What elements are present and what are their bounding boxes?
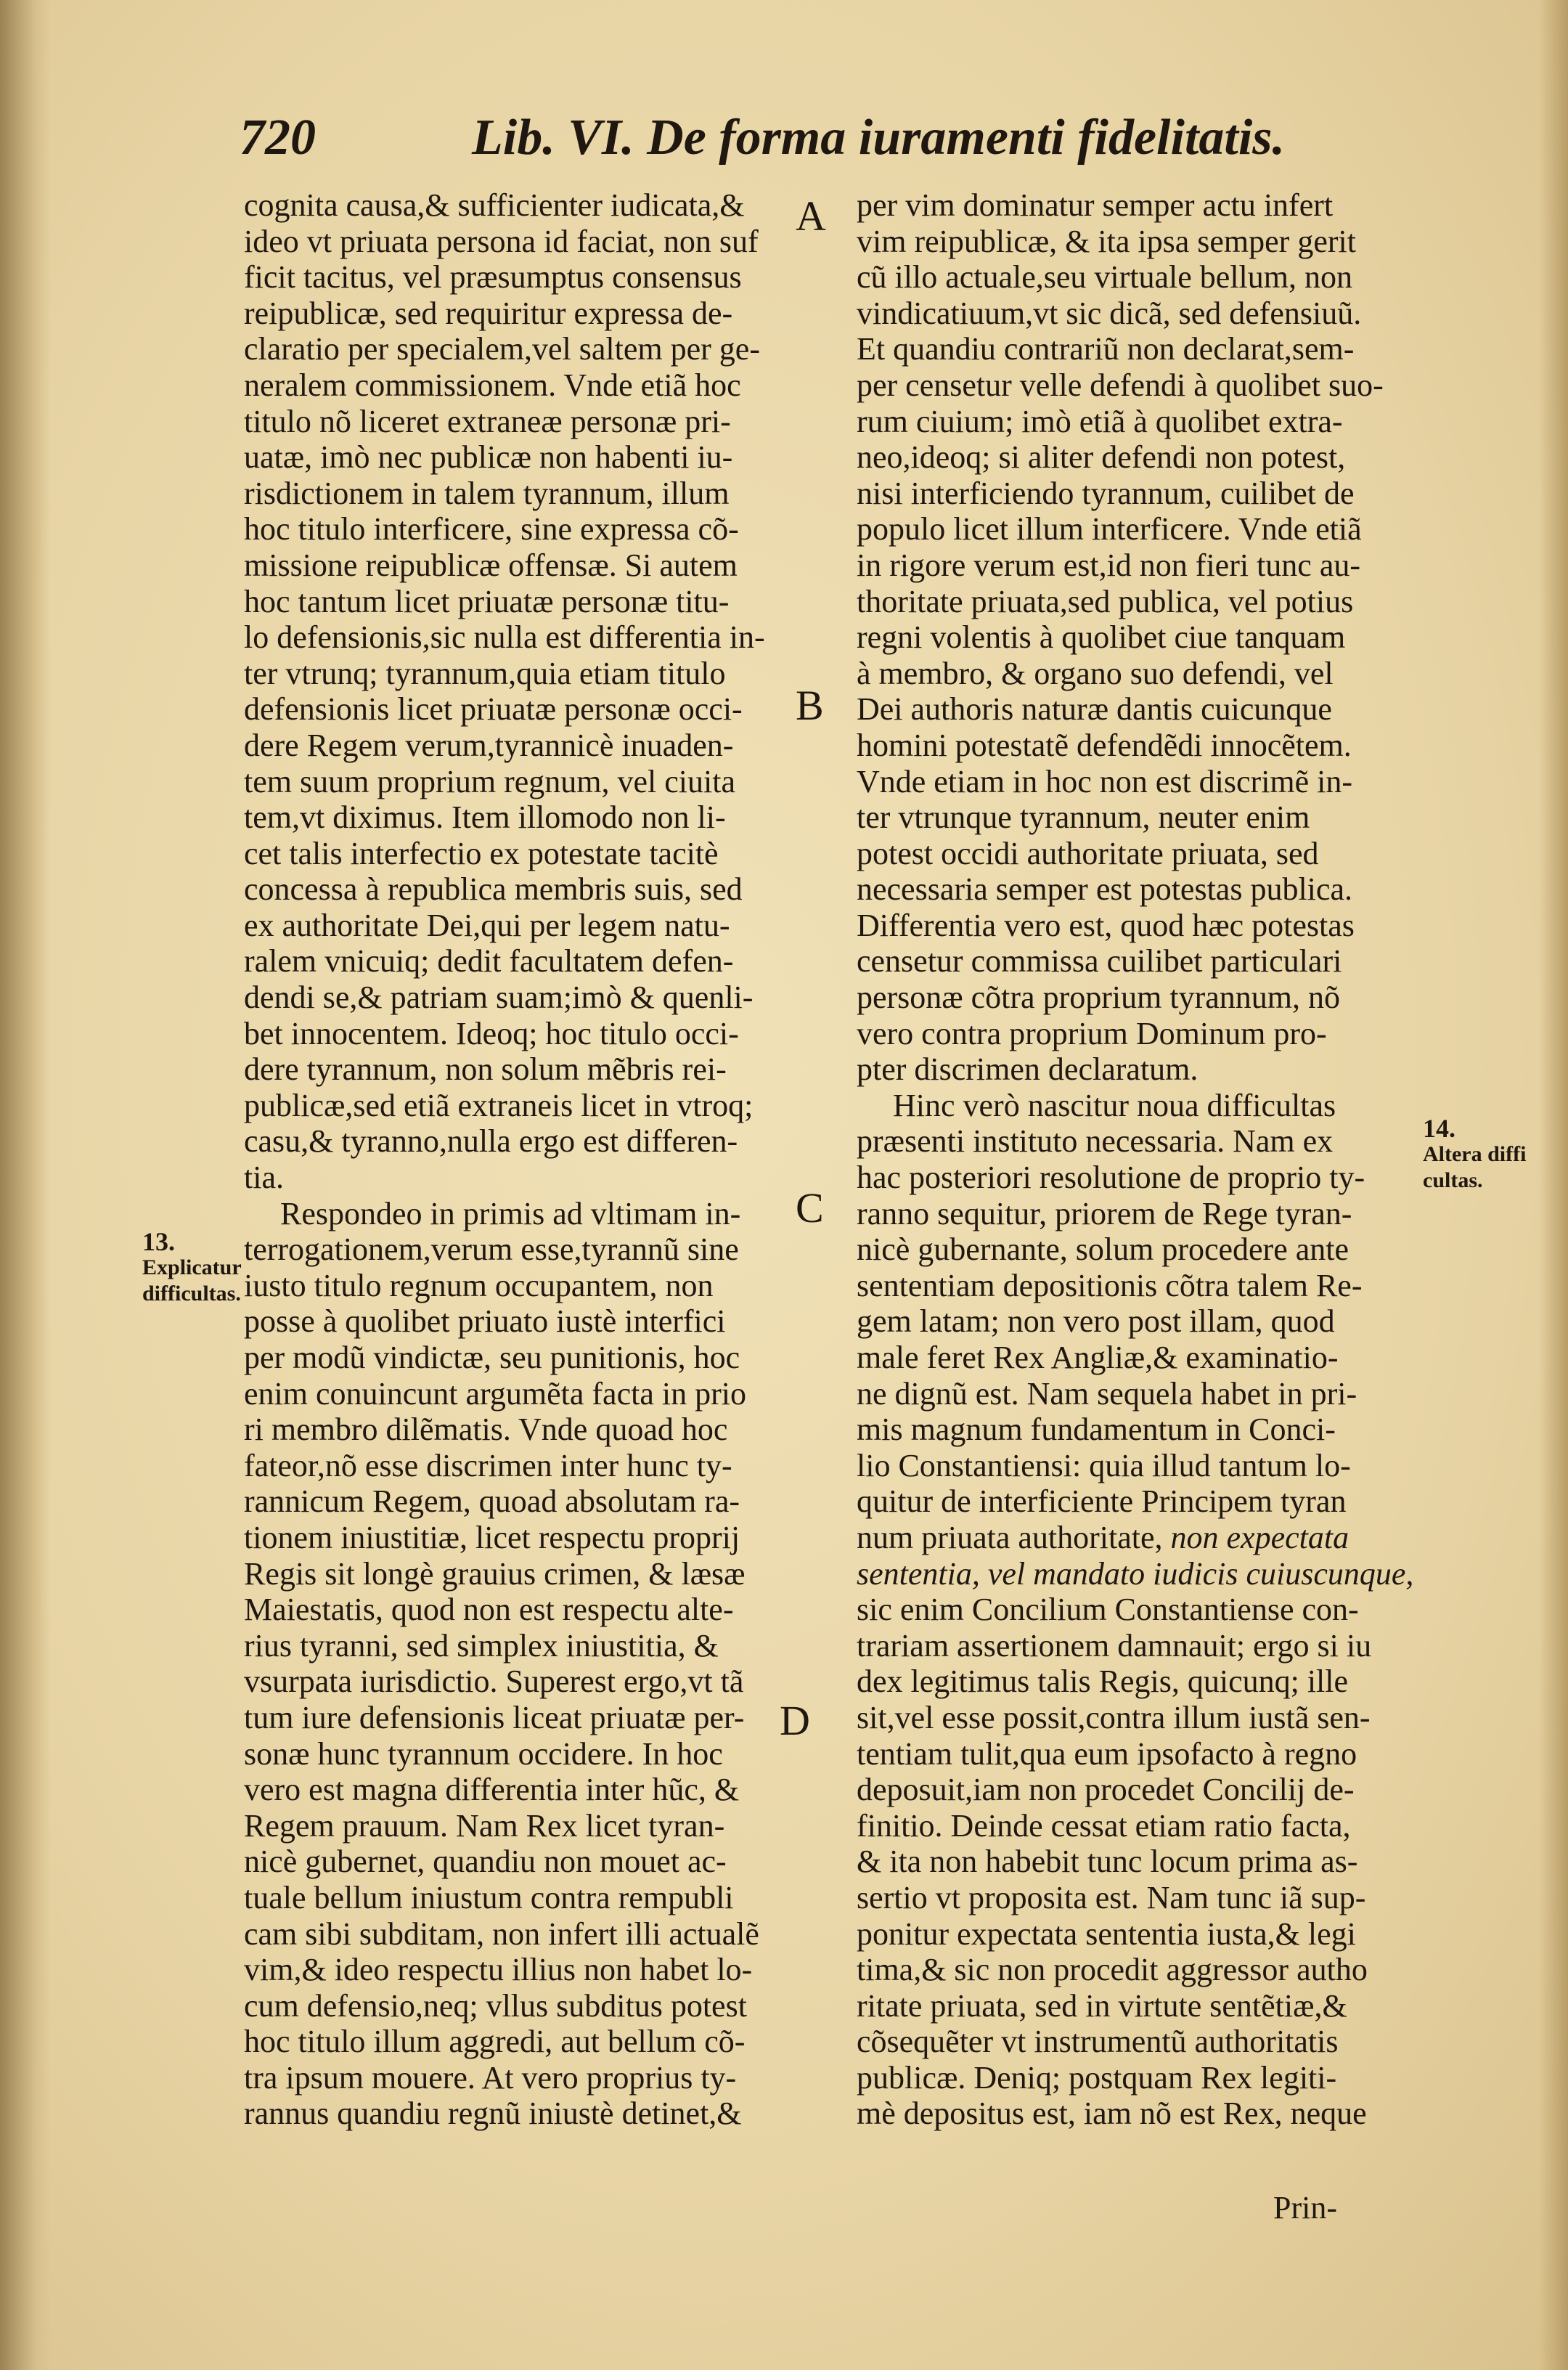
text-line: male feret Rex Angliæ,& examinatio- (857, 1340, 1339, 1375)
text-line: hoc titulo illum aggredi, aut bellum cõ- (244, 2024, 746, 2060)
text-line: titulo nõ liceret extraneæ personæ pri- (244, 403, 731, 439)
text-line: in rigore verum est,id non fieri tunc au- (857, 547, 1361, 583)
text-line: nisi interficiendo tyrannum, cuilibet de (857, 475, 1355, 511)
text-line: enim conuincunt argumẽta facta in prio (244, 1375, 746, 1412)
text-line: concessa à republica membris suis, sed (244, 871, 743, 908)
section-letter-a: A (796, 192, 826, 240)
text-line: num priuata authoritate, non expectata (857, 1519, 1349, 1555)
text-line: casu,& tyranno,nulla ergo est differen- (244, 1123, 738, 1160)
text-line: sic enim Concilium Constantiense con- (857, 1592, 1359, 1628)
text-line: reipublicæ, sed requiritur expressa de- (244, 295, 733, 331)
text-line: potest occidi authoritate priuata, sed (857, 835, 1319, 871)
text-line: ranno sequitur, priorem de Rege tyran- (857, 1195, 1352, 1231)
text-line: ter vtrunq; tyrannum,quia etiam titulo (244, 655, 726, 691)
text-line: tum iure defensionis liceat priuatæ per- (244, 1699, 745, 1735)
text-line: mè depositus est, iam nõ est Rex, neque (857, 2096, 1367, 2132)
text-line: vim reipublicæ, & ita ipsa semper gerit (857, 223, 1356, 259)
margin-note-line: difficultas. (142, 1282, 241, 1306)
text-line: lio Constantiensi: quia illud tantum lo- (857, 1447, 1351, 1483)
text-line: cũ illo actuale,seu virtuale bellum, non (857, 259, 1353, 296)
text-line: Dei authoris naturæ dantis cuicunque (857, 691, 1332, 728)
text-line: uatæ, imò nec publicæ non habenti iu- (244, 439, 733, 476)
text-line: rannicum Regem, quoad absolutam ra- (244, 1483, 740, 1520)
margin-note-line: Explicatur (142, 1255, 242, 1279)
text-line: ri membro dilẽmatis. Vnde quoad hoc (244, 1412, 728, 1448)
text-line: deposuit,iam non procedet Concilij de- (857, 1772, 1355, 1808)
text-line: vero est magna differentia inter hũc, & (244, 1772, 740, 1808)
text-line: thoritate priuata,sed publica, vel potius (857, 583, 1354, 619)
text-line: bet innocentem. Ideoq; hoc titulo occi- (244, 1015, 739, 1051)
page-header (240, 102, 1314, 182)
text-line: tima,& sic non procedit aggressor autho (857, 1952, 1368, 1988)
text-line: sententiam depositionis cõtra talem Re- (857, 1267, 1363, 1303)
text-line: dex legitimus talis Regis, quicunq; ille (857, 1664, 1349, 1700)
text-line: ralem vnicuiq; dedit facultatem defen- (244, 943, 734, 980)
text-line: Respondeo in primis ad vltimam in- (280, 1195, 741, 1231)
text-line: Vnde etiam in hoc non est discrimẽ in- (857, 763, 1353, 799)
text-line: dere tyrannum, non solum mẽbris rei- (244, 1051, 727, 1088)
text-line: ideo vt priuata persona id faciat, non suf (244, 223, 759, 259)
text-line: trariam assertionem damnauit; ergo si iu (857, 1627, 1372, 1664)
text-line: dendi se,& patriam suam;imò & quenli- (244, 980, 754, 1016)
text-line: cet talis interfectio ex potestate tacitè (244, 835, 719, 871)
text-line: rius tyranni, sed simplex iniustitia, & (244, 1627, 719, 1664)
text-line: & ita non habebit tunc locum prima as- (857, 1844, 1358, 1880)
text-line: ritate priuata, sed in virtute sentẽtiæ,& (857, 1987, 1347, 2024)
text-line: terrogationem,verum esse,tyrannũ sine (244, 1231, 739, 1268)
text-line: iusto titulo regnum occupantem, non (244, 1267, 714, 1303)
text-line: regni volentis à quolibet ciue tanquam (857, 619, 1346, 656)
text-line: ponitur expectata sententia iusta,& legi (857, 1915, 1356, 1952)
text-line: cum defensio,neq; vllus subditus potest (244, 1987, 747, 2024)
text-line: hac posteriori resolutione de proprio ty- (857, 1160, 1365, 1196)
text-line: dere Regem verum,tyrannicè inuaden- (244, 727, 734, 763)
text-line: ter vtrunque tyrannum, neuter enim (857, 799, 1310, 836)
text-line: sonæ hunc tyrannum occidere. In hoc (244, 1735, 723, 1772)
text-line: Regis sit longè grauius crimen, & læsæ (244, 1555, 746, 1592)
text-line: tionem iniustitiæ, licet respectu proprij (244, 1519, 740, 1555)
text-line: Differentia vero est, quod hæc potestas (857, 907, 1355, 943)
text-line: necessaria semper est potestas publica. (857, 871, 1352, 908)
text-line: sit,vel esse possit,contra illum iustã sen- (857, 1699, 1371, 1735)
text-line: hoc titulo interficere, sine expressa cõ- (244, 511, 739, 547)
page-edge-shadow (1539, 0, 1568, 2370)
text-line: rannus quandiu regnũ iniustè detinet,& (244, 2096, 742, 2132)
text-line: à membro, & organo suo defendi, vel (857, 655, 1334, 691)
text-line: mis magnum fundamentum in Conci- (857, 1412, 1336, 1448)
text-line: quitur de interficiente Principem tyran (857, 1483, 1347, 1520)
section-letter-c: C (796, 1184, 824, 1231)
text-line: claratio per specialem,vel saltem per ge- (244, 331, 760, 367)
text-line: cognita causa,& sufficienter iudicata,& (244, 187, 745, 223)
margin-note-line: cultas. (1423, 1168, 1483, 1192)
text-line: per modũ vindictæ, seu punitionis, hoc (244, 1340, 740, 1375)
text-line: homini potestatẽ defendẽdi innocẽtem. (857, 727, 1352, 763)
text-line: vero contra proprium Dominum pro- (857, 1015, 1327, 1051)
margin-note-14 (1423, 1115, 1526, 1194)
text-line: finitio. Deinde cessat etiam ratio facta, (857, 1807, 1351, 1844)
section-letter-d: D (780, 1697, 810, 1744)
text-line: publicæ,sed etiã extraneis licet in vtroq; (244, 1087, 754, 1123)
text-line: defensionis licet priuatæ personæ occi- (244, 691, 743, 728)
page-number: 720 (240, 110, 316, 166)
section-letter-b: B (796, 682, 824, 729)
text-line: censetur commissa cuilibet particulari (857, 943, 1342, 980)
text-line: Hinc verò nascitur noua difficultas (893, 1087, 1336, 1123)
text-line: vim,& ideo respectu illius non habet lo- (244, 1952, 753, 1988)
text-line: pter discrimen declaratum. (857, 1051, 1199, 1088)
text-line: tem,vt diximus. Item illomodo non li- (244, 799, 726, 836)
text-line: Regem prauum. Nam Rex licet tyran- (244, 1807, 725, 1844)
text-line: gem latam; non vero post illam, quod (857, 1303, 1335, 1340)
text-line: sententia, vel mandato iudicis cuiuscunque, (857, 1555, 1414, 1592)
text-line: Maiestatis, quod non est respectu alte- (244, 1592, 734, 1628)
text-line: nicè gubernante, solum procedere ante (857, 1231, 1349, 1268)
catchword: Prin- (1273, 2190, 1337, 2226)
text-line: fateor,nõ esse discrimen inter hunc ty- (244, 1447, 732, 1483)
right-text-column (857, 187, 1414, 2132)
text-line: tuale bellum iniustum contra rempubli (244, 1879, 734, 1915)
margin-note-number: 14. (1423, 1114, 1455, 1143)
text-line: risdictionem in talem tyrannum, illum (244, 475, 730, 511)
text-line: nicè gubernet, quandiu non mouet ac- (244, 1844, 727, 1880)
running-title: Lib. VI. De forma iuramenti fidelitatis. (472, 110, 1286, 166)
text-line: vsurpata iurisdictio. Superest ergo,vt tã (244, 1664, 744, 1700)
margin-note-line: Altera diffi (1423, 1142, 1527, 1166)
text-line: publicæ. Deniq; postquam Rex legiti- (857, 2059, 1337, 2096)
text-line: ex authoritate Dei,qui per legem natu- (244, 907, 730, 943)
text-line: sertio vt proposita est. Nam tunc iã sup- (857, 1879, 1366, 1915)
text-line: præsenti instituto necessaria. Nam ex (857, 1123, 1334, 1160)
text-line: tia. (244, 1160, 284, 1196)
text-line: tem suum proprium regnum, vel ciuita (244, 763, 735, 799)
text-line: per vim dominatur semper actu infert (857, 187, 1334, 223)
text-line: cõsequẽter vt instrumentũ authoritatis (857, 2024, 1339, 2060)
margin-note-13 (142, 1229, 242, 1307)
text-line: hoc tantum licet priuatæ personæ titu- (244, 583, 730, 619)
margin-note-number: 13. (142, 1227, 175, 1256)
text-line: ficit tacitus, vel præsumptus consensus (244, 259, 742, 296)
text-line: posse à quolibet priuato iustè interfici (244, 1303, 726, 1340)
italic-phrase: non expectata (1170, 1519, 1349, 1555)
text-line: populo licet illum interficere. Vnde etiã (857, 511, 1362, 547)
text-line: tentiam tulit,qua eum ipsofacto à regno (857, 1735, 1357, 1772)
text-line: ne dignũ est. Nam sequela habet in pri- (857, 1375, 1357, 1412)
text-line: personæ cõtra proprium tyrannum, nõ (857, 980, 1340, 1016)
text-line: cam sibi subditam, non infert illi actualẽ (244, 1915, 759, 1952)
text-line: Et quandiu contrariũ non declarat,sem- (857, 331, 1355, 367)
text-line: rum ciuium; imò etiã à quolibet extra- (857, 403, 1343, 439)
text-line: lo defensionis,sic nulla est differentia in- (244, 619, 765, 656)
text-line: vindicatiuum,vt sic dicã, sed defensiuũ. (857, 295, 1362, 331)
text-line: tra ipsum mouere. At vero proprius ty- (244, 2059, 737, 2096)
text-line: missione reipublicæ offensæ. Si autem (244, 547, 738, 583)
page-gutter-shadow (0, 0, 51, 2370)
text-line: neralem commissionem. Vnde etiã hoc (244, 367, 741, 403)
left-text-column (244, 187, 781, 2132)
text-line: per censetur velle defendi à quolibet suo- (857, 367, 1384, 403)
text-line: neo,ideoq; si aliter defendi non potest, (857, 439, 1346, 476)
